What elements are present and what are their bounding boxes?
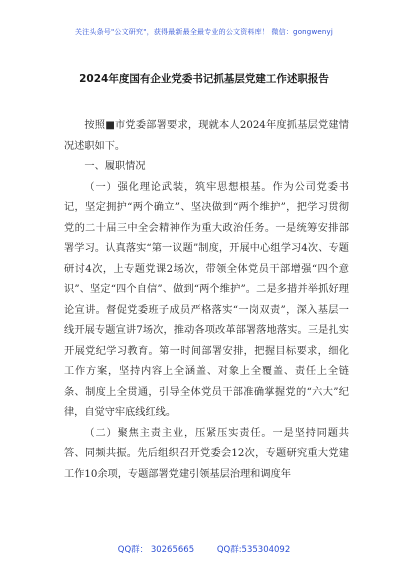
paragraph-2: （二）聚焦主责主业，压紧压实责任。一是坚持同题共答、同频共振。先后组织召开党委会12次，专题研究重大党建工作10余项，专题部署党建引领基层治理和调度年 — [64, 427, 349, 480]
paragraph-1: （一）强化理论武装，筑牢思想根基。作为公司党委书记，坚定拥护“两个确立”、坚决做到“两个维护”，把学习贯彻党的二十届三中全会精神作为重大政治任务。一是统筹安排部署学习。认真落实“第一议题”制度，开展中心组学习4次、专题研讨4次，上专题党课2场次，带领全体党员干部增强“四个意识”、坚定“四个自信”、做到“两个维护”。二是多措并举抓好理论宣讲。督促党委班子成员严格落实“一岗双责”，深入基层一线开展专题宣讲7场次，推动各项改革部署落地落实。三是扎实开展党纪学习教育。第一时间部署安排，把握目标要求，细化工作方案，坚持内容上全涵盖、对象上全覆盖、责任上全链条、制度上全贯通，引导全体党员干部准确掌握党的“六大”纪律，自觉守牢底线红线。 — [64, 181, 349, 418]
document-title: 2024年度国有企业党委书记抓基层党建工作述职报告 — [79, 73, 329, 85]
header-note: 关注头条号"公文研究"，获得最新最全最专业的公文资料库！ 微信：gongwenyj — [74, 28, 334, 36]
document-body — [64, 116, 349, 485]
footer-qq-group-1: QQ群： 30265665 — [117, 545, 195, 555]
section-heading: 一、履职情况 — [84, 161, 146, 172]
footer — [0, 543, 408, 555]
footer-qq-group-2: QQ群:535304092 — [216, 545, 291, 555]
paragraph-intro: 按照■市党委部署要求，现就本人2024年度抓基层党建情况述职如下。 — [64, 120, 349, 152]
